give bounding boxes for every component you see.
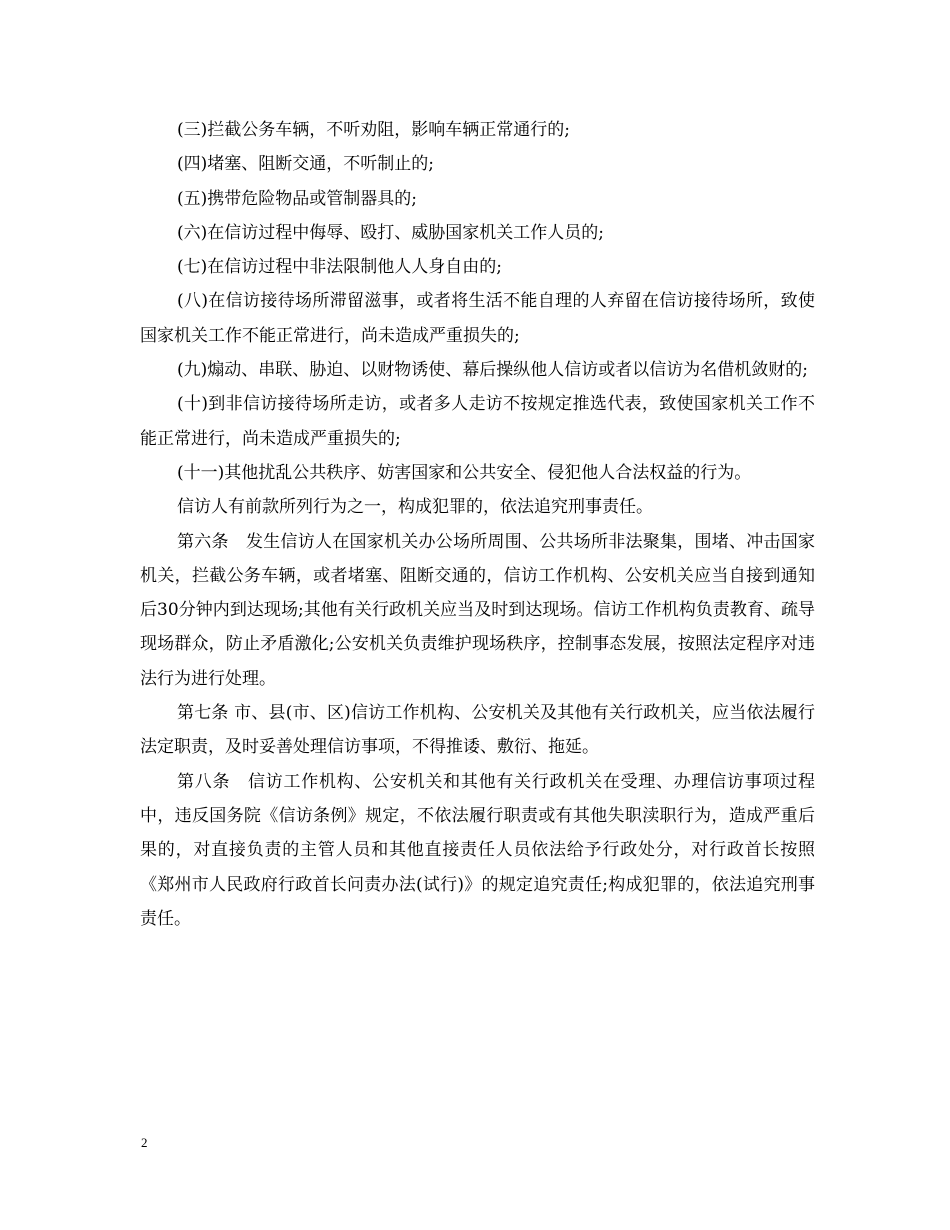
- paragraph-item-5: (五)携带危险物品或管制器具的;: [177, 188, 417, 209]
- paragraph-article-6: 第六条 发生信访人在国家机关办公场所周围、公共场所非法聚集，围堵、冲击国家机关，拦截公务车辆，或者堵塞、阻断交通的，信访工作机构、公安机关应当自接到通知后30分钟内到达现场;其他有关行政机关应当及时到达现场。信访工作机构负责教育、疏导现场群众，防止矛盾激化;公安机关负责维护现场秩序，控制事态发展，按照法定程序对违法行为进行处理。: [140, 531, 815, 689]
- paragraph-item-9: (九)煽动、串联、胁迫、以财物诱使、幕后操纵他人信访或者以信访为名借机敛财的;: [177, 360, 808, 381]
- paragraph-article-8: 第八条 信访工作机构、公安机关和其他有关行政机关在受理、办理信访事项过程中，违反国务院《信访条例》规定，不依法履行职责或有其他失职渎职行为，造成严重后果的，对直接负责的主管人员和其他直接责任人员依法给予行政处分，对行政首长按照《郑州市人民政府行政首长问责办法(试行)》的规定追究责任;构成犯罪的，依法追究刑事责任。: [140, 771, 815, 929]
- paragraph-item-7: (七)在信访过程中非法限制他人人身自由的;: [177, 257, 502, 278]
- paragraph-item-3: (三)拦截公务车辆，不听劝阻，影响车辆正常通行的;: [177, 120, 570, 140]
- paragraph-article-7: 第七条 市、县(市、区)信访工作机构、公安机关及其他有关行政机关，应当依法履行法定职责，及时妥善处理信访事项，不得推诿、敷衍、拖延。: [140, 703, 815, 758]
- paragraph-item-4: (四)堵塞、阻断交通，不听制止的;: [177, 154, 434, 175]
- paragraph-criminal-liability: 信访人有前款所列行为之一，构成犯罪的，依法追究刑事责任。: [177, 497, 653, 518]
- document-body: [140, 113, 815, 936]
- paragraph-item-11: (十一)其他扰乱公共秩序、妨害国家和公共安全、侵犯他人合法权益的行为。: [177, 462, 752, 483]
- paragraph-item-8: (八)在信访接待场所滞留滋事，或者将生活不能自理的人弃留在信访接待场所，致使国家机关工作不能正常进行，尚未造成严重损失的;: [140, 291, 815, 346]
- paragraph-item-10: (十)到非信访接待场所走访，或者多人走访不按规定推选代表，致使国家机关工作不能正常进行，尚未造成严重损失的;: [140, 394, 815, 449]
- page-number: 2: [141, 1135, 148, 1150]
- paragraph-item-6: (六)在信访过程中侮辱、殴打、威胁国家机关工作人员的;: [177, 222, 604, 243]
